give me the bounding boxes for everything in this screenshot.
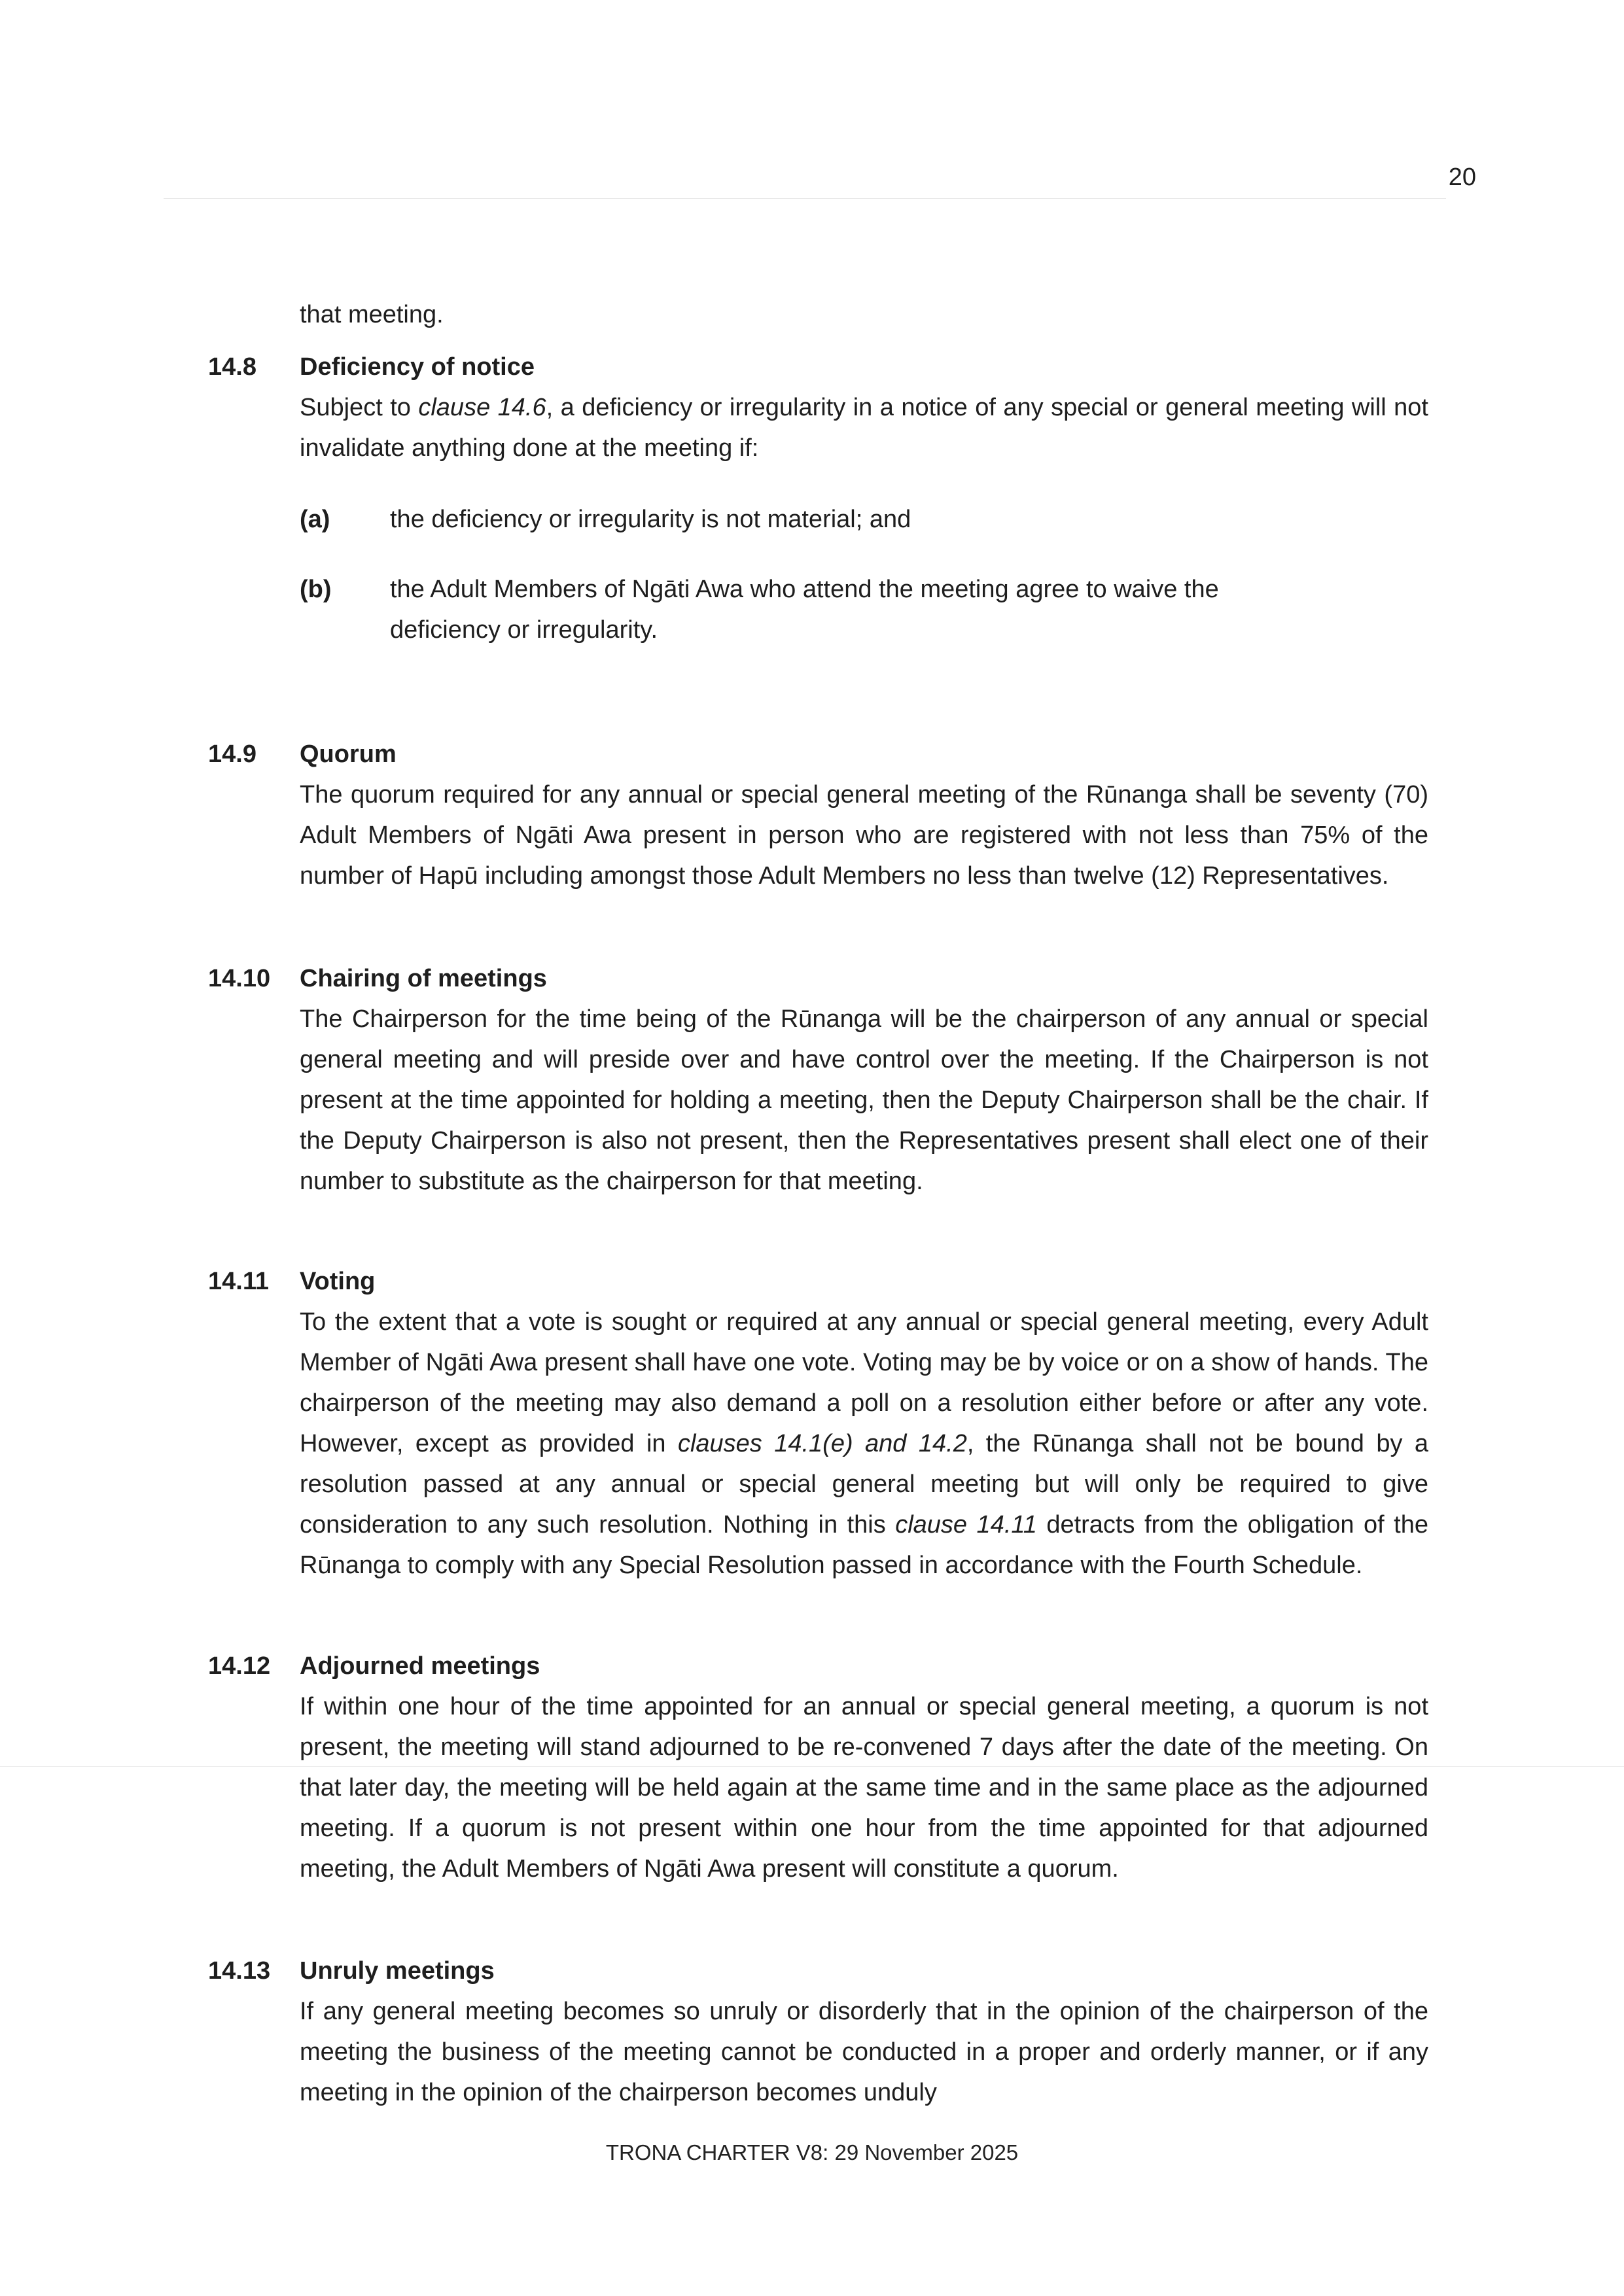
section-number: 14.8: [208, 353, 256, 381]
section-heading: Voting: [300, 1268, 376, 1295]
clause-reference: clause 14.11: [895, 1511, 1037, 1539]
clause-reference: clause 14.6: [418, 394, 546, 421]
section-heading: Adjourned meetings: [300, 1652, 540, 1680]
list-text: the deficiency or irregularity is not material; and: [390, 506, 911, 533]
list-label: (b): [300, 576, 332, 603]
body-text: Subject to: [300, 394, 419, 421]
list-text: the Adult Members of Ngāti Awa who attend the meeting agree to waive the deficiency or irregularity.: [390, 576, 1219, 644]
section-body: [300, 1302, 1428, 1586]
clause-reference: clauses 14.1(e) and 14.2: [677, 1430, 967, 1457]
section-body: If any general meeting becomes so unruly or disorderly that in the opinion of the chairperson of the meeting the business of the meeting cannot be conducted in a proper and orderly manner, or if any meeting in the opinion of the chairperson becomes unduly: [300, 1998, 1428, 2106]
section-number: 14.11: [208, 1268, 269, 1295]
body-text: , a deficiency or irregularity in a notice of any special or general meeting will not invalidate anything done at the meeting if:: [300, 394, 1428, 462]
body-text: detracts from the obligation of the Rūnanga to comply with any Special Resolution passed in accordance with the Fourth Schedule.: [300, 1511, 1428, 1579]
section-heading: Deficiency of notice: [300, 353, 535, 381]
section-heading: Chairing of meetings: [300, 965, 547, 992]
body-text: , the Rūnanga shall not be bound by a resolution passed at any annual or special general meeting but will only be required to give consideration to any such resolution. Nothing in this: [300, 1430, 1429, 1539]
section-number: 14.9: [208, 740, 256, 768]
section-heading: Quorum: [300, 740, 397, 768]
section-body: The Chairperson for the time being of the Rūnanga will be the chairperson of any annual or special general meeting and will preside over and have control over the meeting. If the Chairperson is not present at the time appointed for holding a meeting, then the Deputy Chairperson shall be the chair. If the Deputy Chairperson is also not present, then the Representatives present shall elect one of their number to substitute as the chairperson for that meeting.: [300, 1005, 1428, 1195]
section-body: [300, 387, 1428, 468]
section-number: 14.13: [208, 1957, 271, 1985]
page-number: 20: [1448, 164, 1476, 191]
list-label: (a): [300, 506, 330, 533]
section-number: 14.10: [208, 965, 271, 992]
section-heading: Unruly meetings: [300, 1957, 495, 1985]
section-body: If within one hour of the time appointed for an annual or special general meeting, a quorum is not present, the meeting will stand adjourned to be re-convened 7 days after the date of the meeting. On that later day, the meeting will be held again at the same time and in the same place as the adjourned meeting. If a quorum is not present within one hour from the time appointed for that adjourned meeting, the Adult Members of Ngāti Awa present will constitute a quorum.: [300, 1693, 1428, 1883]
body-text: To the extent that a vote is sought or required at any annual or special general meeting, every Adult Member of Ngāti Awa present shall have one vote. Voting may be by voice or on a show of hands. The chairperson of the meeting may also demand a poll on a resolution either before or after any vote. However, except as provided in: [300, 1308, 1428, 1457]
continuation-text: that meeting.: [300, 301, 444, 328]
section-number: 14.12: [208, 1652, 271, 1680]
section-body: The quorum required for any annual or special general meeting of the Rūnanga shall be seventy (70) Adult Members of Ngāti Awa present in person who are registered with not less than 75% of the number of Hapū including amongst those Adult Members no less than twelve (12) Representatives.: [300, 781, 1428, 890]
page-footer: TRONA CHARTER V8: 29 November 2025: [605, 2140, 1019, 2165]
scan-artifact-line: [164, 198, 1446, 199]
